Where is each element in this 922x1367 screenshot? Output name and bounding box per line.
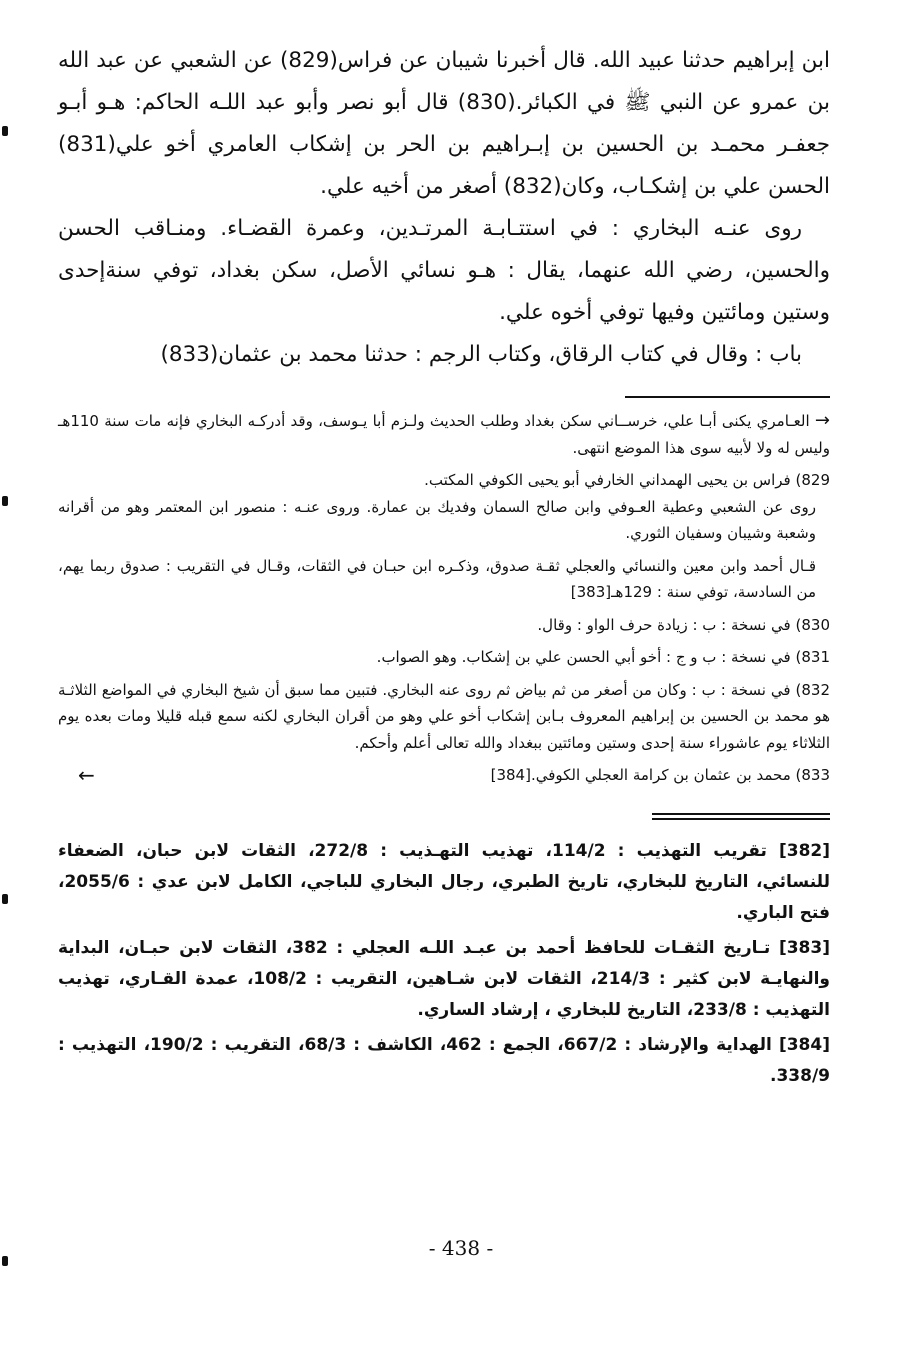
footnote-continuation [58, 408, 830, 461]
footnote-833 [58, 762, 830, 789]
footnote-separator [625, 396, 830, 398]
footnote-833-text: 833) محمد بن عثمان بن كرامة العجلي الكوفي.[384] [490, 766, 830, 784]
binding-mark [2, 126, 8, 136]
next-page-arrow-icon: ← [78, 763, 95, 787]
footnote-831: 831) في نسخة : ب و ج : أخو أبي الحسن علي بن إشكاب. وهو الصواب. [376, 648, 830, 666]
main-text [58, 40, 830, 376]
footnote-830: 830) في نسخة : ب : زيادة حرف الواو : وقال. [537, 615, 830, 634]
footnote-829-para-1: روى عن الشعبي وعطية العـوفي وابن صالح السمان وفديك بن عمارة. وروى عنـه : منصور ابن المعتمر وهو من أقرانه وشعبة وشيبان وسفيان الثوري. [58, 497, 816, 542]
main-paragraph-3: باب : وقال في كتاب الرقاق، وكتاب الرجم : حدثنا محمد بن عثمان(833) [160, 342, 802, 367]
footnote-832: 832) في نسخة : ب : وكان من أصغر من ثم بياض ثم روى عنه البخاري. فتبين مما سبق أن شيخ البخاري في المواضع الثلاثـة هو محمد بن الحسين بن إبراهيم المعروف بـابن إشكاب أخو علي وهو من أقران البخاري لكنه سمع قبله قليلا ومات بعده يوم الثلاثاء يوم عاشوراء سنة إحدى وستين ومائتين ببغداد والله تعالى أعلم وأحكم. [58, 680, 830, 752]
main-paragraph-1: ابن إبراهيم حدثنا عبيد الله. قال أخبرنا شيبان عن فراس(829) عن الشعبي عن عبد الله بن عمرو عن النبي ﷺ في الكبائر.(830) قال أبو نصر وأبو عبد اللـه الحاكم: هـو أبـو جعفـر محمـد بن الحسين بن إبـراهيم بن الحر بن إشكاب العامري أخو علي(831) الحسن علي بن إشكـاب، وكان(832) أصغر من أخيه علي. [58, 48, 830, 199]
footnote-continuation-text: العـامري يكنى أبـا علي، خرســاني سكن بغداد وطلب الحديث ولـزم أبا يـوسف، وقد أدركـه البخاري فإنه مات سنة 110هـ وليس له ولا لأبيه سوى هذا الموضع انتهى. [58, 412, 830, 457]
footnote-829-para-2: قـال أحمد وابن معين والنسائي والعجلي ثقـة صدوق، وذكـره ابن حبـان في الثقات، وقـال في التقريب : صدوق ربما يهم، من السادسة، توفي سنة : 129هـ[383] [58, 556, 816, 601]
document-page [58, 40, 830, 1096]
main-paragraph-2: روى عنـه البخاري : في استتـابـة المرتـدين، وعمرة القضـاء. ومنـاقب الحسن والحسين، رضي الله عنهما، يقال : هـو نسائي الأصل، سكن بغداد، توفي سنةإحدى وستين ومائتين وفيها توفي أخوه علي. [58, 216, 830, 325]
footnotes [58, 408, 830, 789]
source-382: [382] تقريب التهذيب : 114/2، تهذيب التهـذيب : 272/8، الثقات لابن حبان، الضعفاء للنسائي، التاريخ للبخاري، تاريخ الطبري، رجال البخاري للباجي، الكامل لابن عدي : 2055/6، فتح الباري. [58, 840, 831, 923]
source-383: [383] تـاريخ الثقـات للحافظ أحمد بن عبـد اللـه العجلي : 382، الثقات لابن حبـان، البداية والنهايـة لابن كثير : 214/3، الثقات لابن شـاهين، التقريب : 108/2، عمدة القـاري، تهذيب التهذيب : 233/8، التاريخ للبخاري ، إرشاد الساري. [58, 937, 830, 1020]
binding-mark [2, 894, 8, 904]
sources-separator [652, 813, 830, 820]
footnote-829 [58, 467, 830, 606]
binding-mark [2, 496, 8, 506]
sources [58, 836, 830, 1092]
continuation-arrow-icon: → [814, 410, 830, 431]
page-number: - 438 - [428, 1236, 494, 1260]
footnote-829-head: 829) فراس بن يحيى الهمداني الخارفي أبو يحيى الكوفي المكتب. [424, 471, 830, 489]
source-384: [384] الهداية والإرشاد : 667/2، الجمع : 462، الكاشف : 68/3، التقريب : 190/2، التهذيب : 338/9. [58, 1034, 830, 1086]
